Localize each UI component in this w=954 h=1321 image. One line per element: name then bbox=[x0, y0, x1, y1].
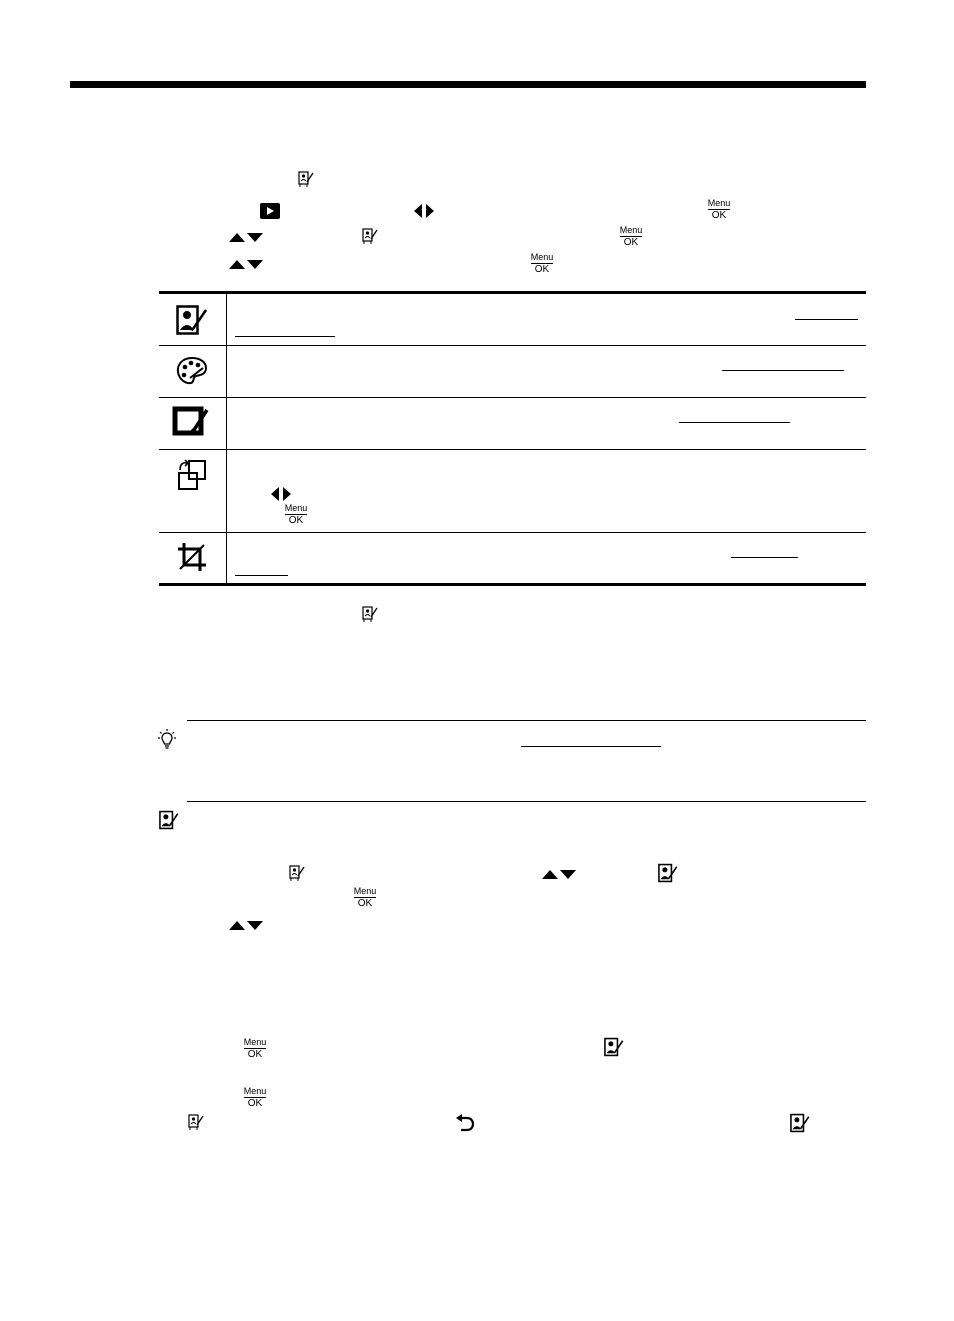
design-gallery-small-icon bbox=[288, 864, 306, 882]
table-row-divider bbox=[159, 345, 866, 346]
tip-lightbulb-icon bbox=[155, 728, 179, 752]
menu-ok-button-icon[interactable]: Menu OK bbox=[619, 225, 643, 248]
table-bottom-rule bbox=[159, 583, 866, 586]
tip-rule bbox=[187, 720, 866, 721]
left-right-arrows-icon[interactable] bbox=[413, 203, 435, 219]
artistic-effects-icon bbox=[604, 1037, 624, 1057]
table-column-divider bbox=[226, 293, 227, 583]
add-borders-icon bbox=[172, 406, 210, 436]
section-rule bbox=[187, 801, 866, 802]
table-link[interactable] bbox=[679, 422, 790, 423]
playback-icon bbox=[260, 203, 280, 219]
crop-icon bbox=[177, 542, 207, 572]
artistic-effects-icon bbox=[159, 810, 179, 830]
table-row-divider bbox=[159, 397, 866, 398]
menu-ok-button-icon[interactable]: Menu OK bbox=[243, 1037, 267, 1060]
artistic-effects-icon bbox=[790, 1113, 810, 1133]
up-down-arrows-icon[interactable] bbox=[228, 919, 264, 931]
design-gallery-small-icon bbox=[297, 170, 315, 188]
design-gallery-small-icon bbox=[187, 1113, 205, 1131]
menu-ok-button-icon[interactable]: Menu OK bbox=[284, 503, 308, 526]
artistic-effects-icon bbox=[658, 863, 678, 883]
rotate-icon bbox=[177, 459, 209, 491]
table-link[interactable] bbox=[795, 319, 858, 320]
up-down-arrows-icon[interactable] bbox=[228, 258, 264, 270]
up-down-arrows-icon[interactable] bbox=[228, 231, 264, 243]
header-rule bbox=[70, 81, 866, 88]
table-top-rule bbox=[159, 291, 866, 294]
table-link[interactable] bbox=[731, 557, 798, 558]
menu-ok-button-icon[interactable]: Menu OK bbox=[707, 198, 731, 221]
modify-color-icon bbox=[176, 356, 208, 386]
menu-ok-button-icon[interactable]: Menu OK bbox=[353, 886, 377, 909]
left-right-arrows-icon[interactable] bbox=[270, 486, 292, 502]
menu-ok-button-icon[interactable]: Menu OK bbox=[530, 252, 554, 275]
up-down-arrows-icon[interactable] bbox=[541, 868, 577, 880]
table-link[interactable] bbox=[235, 575, 288, 576]
tip-link[interactable] bbox=[521, 746, 661, 747]
menu-ok-button-icon[interactable]: Menu OK bbox=[243, 1086, 267, 1109]
artistic-effects-icon bbox=[176, 305, 208, 335]
table-link[interactable] bbox=[722, 370, 844, 371]
back-arrow-icon[interactable] bbox=[453, 1113, 475, 1133]
design-gallery-small-icon bbox=[361, 227, 379, 245]
design-gallery-small-icon bbox=[361, 605, 379, 623]
table-row-divider bbox=[159, 532, 866, 533]
table-row-divider bbox=[159, 449, 866, 450]
table-link[interactable] bbox=[235, 336, 335, 337]
